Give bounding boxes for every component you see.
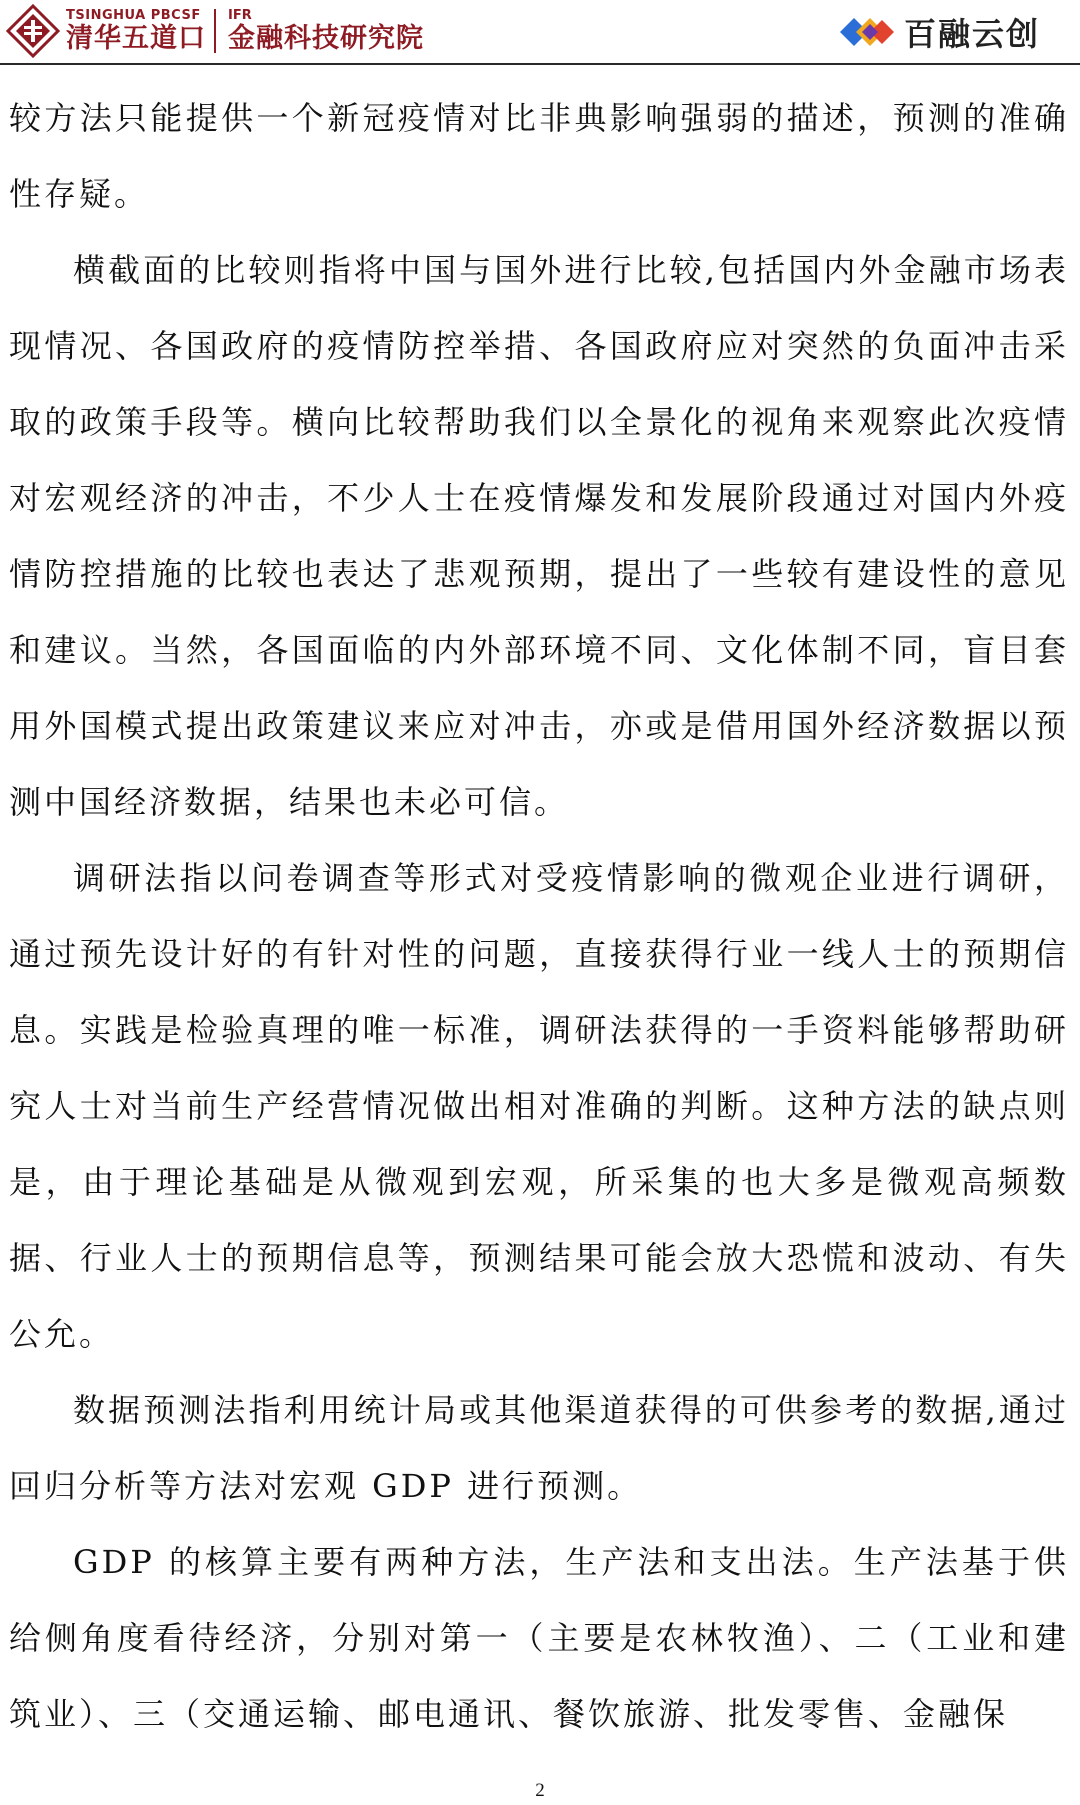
- tsinghua-seal-icon: [6, 4, 60, 58]
- brand-chinese-name: 清华五道口: [66, 22, 206, 54]
- bairong-brand-name: 百融云创: [903, 15, 1040, 53]
- ifr-english-name: IFR: [228, 7, 252, 23]
- header-divider: [214, 9, 216, 53]
- page-number: 2: [535, 1780, 545, 1801]
- brand-english-name: TSINGHUA PBCSF: [66, 7, 201, 23]
- tsinghua-pbcsf-logo: [6, 2, 424, 60]
- document-body: [9, 80, 1069, 1752]
- paragraph: 调研法指以问卷调查等形式对受疫情影响的微观企业进行调研，通过预先设计好的有针对性的问题，直接获得行业一线人士的预期信息。实践是检验真理的唯一标准，调研法获得的一手资料能够帮助研究人士对当前生产经营情况做出相对准确的判断。这种方法的缺点则是，由于理论基础是从微观到宏观，所采集的也大多是微观高频数据、行业人士的预期信息等，预测结果可能会放大恐慌和波动、有失公允。: [9, 859, 1069, 1353]
- paragraph: GDP 的核算主要有两种方法，生产法和支出法。生产法基于供给侧角度看待经济，分别对第一（主要是农林牧渔）、二（工业和建筑业）、三（交通运输、邮电通讯、餐饮旅游、批发零售、金融保: [9, 1543, 1069, 1733]
- bairong-logo-icon: [836, 9, 900, 55]
- ifr-chinese-name: 金融科技研究院: [228, 22, 424, 54]
- bairong-logo: [836, 6, 1040, 58]
- header-rule: [0, 63, 1080, 65]
- paragraph: 数据预测法指利用统计局或其他渠道获得的可供参考的数据,通过回归分析等方法对宏观 GDP 进行预测。: [9, 1391, 1069, 1505]
- page-header: [0, 0, 1080, 62]
- paragraph: 较方法只能提供一个新冠疫情对比非典影响强弱的描述，预测的准确性存疑。: [9, 99, 1069, 213]
- paragraph: 横截面的比较则指将中国与国外进行比较,包括国内外金融市场表现情况、各国政府的疫情防控举措、各国政府应对突然的负面冲击采取的政策手段等。横向比较帮助我们以全景化的视角来观察此次疫情对宏观经济的冲击，不少人士在疫情爆发和发展阶段通过对国内外疫情防控措施的比较也表达了悲观预期，提出了一些较有建设性的意见和建议。当然，各国面临的内外部环境不同、文化体制不同，盲目套用外国模式提出政策建议来应对冲击，亦或是借用国外经济数据以预测中国经济数据，结果也未必可信。: [9, 251, 1069, 821]
